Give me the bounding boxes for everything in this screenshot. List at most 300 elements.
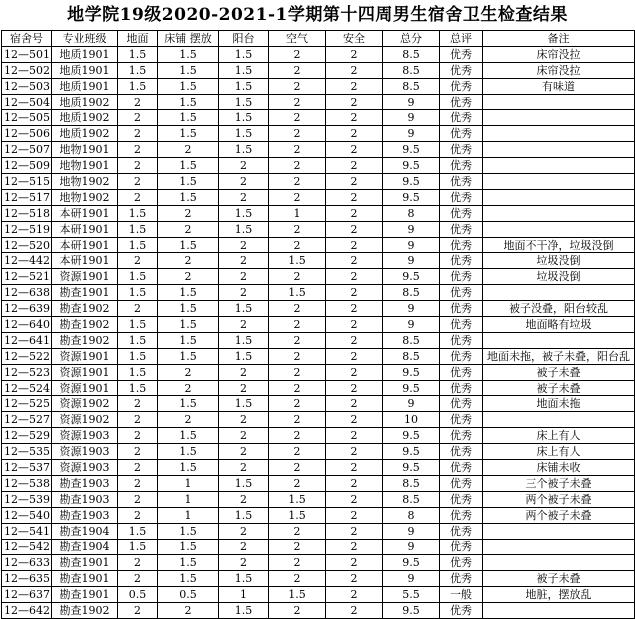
table-cell: 1.5: [219, 603, 269, 619]
inspection-table: [1, 30, 635, 619]
table-cell: 12—507: [2, 142, 52, 158]
table-cell: [483, 412, 635, 428]
table-cell: 有味道: [483, 78, 635, 94]
table-cell: 2: [118, 491, 158, 507]
table-cell: 12—633: [2, 555, 52, 571]
table-cell: 2: [326, 158, 383, 174]
table-cell: 2: [326, 348, 383, 364]
table-cell: 2: [219, 380, 269, 396]
table-cell: 12—522: [2, 348, 52, 364]
table-cell: 优秀: [440, 158, 483, 174]
table-cell: [483, 94, 635, 110]
table-cell: 12—642: [2, 603, 52, 619]
table-cell: 2: [269, 396, 326, 412]
table-cell: 1.5: [269, 587, 326, 603]
table-cell: 8.5: [383, 332, 440, 348]
table-cell: 2: [269, 380, 326, 396]
table-cell: 2: [269, 317, 326, 333]
table-cell: 2: [269, 78, 326, 94]
table-cell: 2: [269, 126, 326, 142]
table-cell: 勘查1903: [52, 491, 118, 507]
table-cell: 2: [326, 555, 383, 571]
table-cell: 1.5: [219, 110, 269, 126]
table-row: [2, 380, 635, 396]
table-cell: 9: [383, 237, 440, 253]
table-cell: 8: [383, 205, 440, 221]
table-cell: 资源1901: [52, 269, 118, 285]
table-cell: 1.5: [158, 571, 219, 587]
table-cell: 2: [219, 253, 269, 269]
table-cell: 2: [326, 110, 383, 126]
table-cell: 2: [158, 253, 219, 269]
table-cell: [483, 189, 635, 205]
table-row: [2, 174, 635, 190]
table-cell: 2: [326, 364, 383, 380]
table-cell: 2: [118, 603, 158, 619]
table-cell: 1.5: [158, 539, 219, 555]
column-header: 阳台: [219, 31, 269, 47]
table-row: [2, 364, 635, 380]
table-cell: 2: [269, 269, 326, 285]
table-cell: 优秀: [440, 603, 483, 619]
table-cell: 2: [269, 523, 326, 539]
table-cell: 三个被子未叠: [483, 475, 635, 491]
table-cell: 优秀: [440, 396, 483, 412]
table-cell: 12—542: [2, 539, 52, 555]
table-cell: 本研1901: [52, 205, 118, 221]
table-row: [2, 317, 635, 333]
table-cell: 2: [219, 523, 269, 539]
table-cell: [483, 205, 635, 221]
table-cell: 1.5: [269, 253, 326, 269]
table-cell: 勘查1903: [52, 475, 118, 491]
table-cell: 1.5: [118, 364, 158, 380]
table-cell: 2: [326, 317, 383, 333]
table-cell: 2: [326, 46, 383, 62]
table-cell: 9.5: [383, 364, 440, 380]
table-cell: 10: [383, 412, 440, 428]
table-cell: 1.5: [158, 428, 219, 444]
table-cell: 本研1901: [52, 253, 118, 269]
table-cell: 12—524: [2, 380, 52, 396]
table-cell: 2: [269, 158, 326, 174]
table-cell: 勘查1902: [52, 317, 118, 333]
table-cell: 2: [326, 94, 383, 110]
table-cell: 资源1903: [52, 428, 118, 444]
table-cell: 被子未叠: [483, 380, 635, 396]
table-cell: 地物1901: [52, 158, 118, 174]
table-cell: 2: [326, 285, 383, 301]
table-cell: 1.5: [219, 46, 269, 62]
table-cell: 2: [269, 174, 326, 190]
table-cell: 2: [219, 444, 269, 460]
table-cell: 9.5: [383, 444, 440, 460]
table-cell: 2: [158, 269, 219, 285]
table-cell: 1.5: [219, 78, 269, 94]
table-cell: 2: [269, 221, 326, 237]
table-cell: 1.5: [118, 237, 158, 253]
table-cell: 1.5: [158, 555, 219, 571]
table-cell: 2: [118, 444, 158, 460]
column-header: 总评: [440, 31, 483, 47]
table-cell: 1.5: [158, 126, 219, 142]
table-cell: 9: [383, 301, 440, 317]
table-cell: 勘查1901: [52, 285, 118, 301]
table-cell: 两个被子未叠: [483, 491, 635, 507]
table-cell: 2: [269, 332, 326, 348]
table-cell: 2: [118, 428, 158, 444]
table-row: [2, 587, 635, 603]
table-cell: 1.5: [118, 380, 158, 396]
table-cell: 一般: [440, 587, 483, 603]
table-cell: 2: [219, 189, 269, 205]
table-cell: 勘查1901: [52, 555, 118, 571]
page-title: 地学院19级2020-2021-1学期第十四周男生宿舍卫生检查结果: [67, 5, 568, 25]
table-cell: 2: [326, 301, 383, 317]
table-cell: 2: [269, 301, 326, 317]
column-header: 总分: [383, 31, 440, 47]
table-cell: 1.5: [219, 571, 269, 587]
table-row: [2, 221, 635, 237]
table-cell: 2: [326, 539, 383, 555]
table-cell: 12—635: [2, 571, 52, 587]
table-cell: 1.5: [158, 174, 219, 190]
table-cell: 优秀: [440, 491, 483, 507]
table-cell: 地质1902: [52, 94, 118, 110]
table-cell: 0.5: [158, 587, 219, 603]
table-row: [2, 94, 635, 110]
table-cell: 2: [158, 412, 219, 428]
table-cell: 1.5: [219, 507, 269, 523]
table-cell: 9: [383, 571, 440, 587]
table-cell: 2: [326, 62, 383, 78]
table-cell: 1.5: [158, 46, 219, 62]
table-cell: 优秀: [440, 46, 483, 62]
table-cell: 12—639: [2, 301, 52, 317]
table-cell: 2: [158, 380, 219, 396]
table-cell: 2: [118, 174, 158, 190]
table-row: [2, 507, 635, 523]
table-cell: 2: [118, 110, 158, 126]
table-cell: 1.5: [219, 142, 269, 158]
table-cell: 优秀: [440, 285, 483, 301]
table-cell: 优秀: [440, 475, 483, 491]
table-cell: 勘查1904: [52, 523, 118, 539]
table-cell: 2: [118, 253, 158, 269]
table-cell: 优秀: [440, 571, 483, 587]
table-cell: 2: [158, 142, 219, 158]
table-cell: [483, 332, 635, 348]
table-row: [2, 412, 635, 428]
table-cell: 资源1901: [52, 364, 118, 380]
table-cell: 1.5: [118, 317, 158, 333]
table-cell: 本研1901: [52, 221, 118, 237]
table-cell: 1: [269, 205, 326, 221]
table-cell: 优秀: [440, 237, 483, 253]
table-row: [2, 269, 635, 285]
table-cell: 地面不干净，垃圾没倒: [483, 237, 635, 253]
table-cell: 2: [326, 444, 383, 460]
table-cell: 2: [219, 269, 269, 285]
column-header: 宿舍号: [2, 31, 52, 47]
table-cell: 2: [219, 412, 269, 428]
table-cell: 2: [326, 332, 383, 348]
table-cell: 1.5: [118, 285, 158, 301]
table-cell: 2: [326, 460, 383, 476]
table-cell: 2: [269, 444, 326, 460]
table-cell: 2: [118, 555, 158, 571]
table-cell: 2: [219, 539, 269, 555]
table-cell: 9.5: [383, 174, 440, 190]
table-row: [2, 205, 635, 221]
table-row: [2, 396, 635, 412]
table-cell: 1.5: [219, 348, 269, 364]
table-cell: 优秀: [440, 364, 483, 380]
table-cell: 1: [158, 491, 219, 507]
table-cell: 1: [219, 587, 269, 603]
table-cell: 优秀: [440, 539, 483, 555]
table-cell: 2: [326, 571, 383, 587]
table-row: [2, 301, 635, 317]
table-cell: 8.5: [383, 62, 440, 78]
table-cell: 9.5: [383, 158, 440, 174]
table-cell: 1.5: [158, 332, 219, 348]
table-row: [2, 237, 635, 253]
table-cell: 2: [158, 364, 219, 380]
table-cell: 2: [269, 428, 326, 444]
table-cell: 12—503: [2, 78, 52, 94]
table-cell: 2: [118, 126, 158, 142]
table-cell: 2: [118, 571, 158, 587]
table-cell: [483, 110, 635, 126]
table-cell: 地脏，摆放乱: [483, 587, 635, 603]
column-header: 备注: [483, 31, 635, 47]
table-cell: 2: [326, 428, 383, 444]
table-cell: 1.5: [269, 507, 326, 523]
table-cell: 1.5: [158, 523, 219, 539]
table-cell: 2: [326, 380, 383, 396]
table-cell: 优秀: [440, 126, 483, 142]
table-cell: 地质1902: [52, 126, 118, 142]
table-cell: 勘查1902: [52, 603, 118, 619]
table-cell: 12—541: [2, 523, 52, 539]
table-cell: 12—442: [2, 253, 52, 269]
table-cell: 9: [383, 126, 440, 142]
table-cell: 1.5: [118, 332, 158, 348]
table-cell: 8.5: [383, 78, 440, 94]
table-cell: 资源1903: [52, 444, 118, 460]
table-cell: 12—641: [2, 332, 52, 348]
table-cell: 优秀: [440, 301, 483, 317]
table-row: [2, 78, 635, 94]
table-cell: 2: [158, 603, 219, 619]
table-cell: 9.5: [383, 460, 440, 476]
table-cell: 地物1902: [52, 174, 118, 190]
table-cell: 2: [269, 412, 326, 428]
table-cell: 12—517: [2, 189, 52, 205]
table-cell: 2: [326, 205, 383, 221]
table-cell: 勘查1902: [52, 332, 118, 348]
column-header: 空气: [269, 31, 326, 47]
table-cell: 1.5: [158, 237, 219, 253]
table-cell: 2: [118, 301, 158, 317]
table-cell: [483, 158, 635, 174]
table-cell: 2: [219, 174, 269, 190]
table-cell: 地面未拖: [483, 396, 635, 412]
table-cell: 1.5: [118, 523, 158, 539]
column-header: 地面: [118, 31, 158, 47]
table-cell: 1.5: [219, 205, 269, 221]
table-cell: 1.5: [158, 301, 219, 317]
table-cell: 9: [383, 253, 440, 269]
table-cell: 12—520: [2, 237, 52, 253]
table-cell: 9.5: [383, 603, 440, 619]
table-cell: 9.5: [383, 189, 440, 205]
table-cell: 1: [158, 507, 219, 523]
table-cell: 8.5: [383, 285, 440, 301]
table-cell: 优秀: [440, 253, 483, 269]
table-cell: 两个被子未叠: [483, 507, 635, 523]
table-cell: 12—539: [2, 491, 52, 507]
column-header: 专业班级: [52, 31, 118, 47]
table-cell: [483, 126, 635, 142]
table-row: [2, 110, 635, 126]
table-cell: 勘查1902: [52, 301, 118, 317]
table-cell: 2: [219, 428, 269, 444]
table-cell: 2: [118, 396, 158, 412]
table-cell: 9: [383, 221, 440, 237]
table-cell: 勘查1904: [52, 539, 118, 555]
table-cell: 9: [383, 94, 440, 110]
table-cell: 1.5: [118, 62, 158, 78]
table-cell: [483, 285, 635, 301]
table-cell: 12—523: [2, 364, 52, 380]
table-cell: 2: [326, 142, 383, 158]
table-cell: 2: [269, 110, 326, 126]
table-cell: 9: [383, 396, 440, 412]
table-cell: 2: [269, 460, 326, 476]
table-cell: 勘查1901: [52, 571, 118, 587]
table-cell: 优秀: [440, 507, 483, 523]
table-cell: 地质1902: [52, 110, 118, 126]
table-cell: 2: [219, 237, 269, 253]
table-cell: 1.5: [118, 221, 158, 237]
table-cell: 1.5: [118, 269, 158, 285]
table-cell: 2: [326, 396, 383, 412]
table-cell: 1.5: [219, 332, 269, 348]
table-cell: 2: [326, 523, 383, 539]
table-cell: 1.5: [158, 189, 219, 205]
table-cell: 1.5: [158, 78, 219, 94]
table-cell: 资源1902: [52, 396, 118, 412]
table-row: [2, 285, 635, 301]
table-cell: 2: [219, 491, 269, 507]
table-cell: 地面未拖，被子未叠，阳台乱: [483, 348, 635, 364]
table-cell: 8.5: [383, 348, 440, 364]
table-cell: 床帘没拉: [483, 46, 635, 62]
table-cell: 2: [326, 491, 383, 507]
table-row: [2, 460, 635, 476]
table-cell: 地物1901: [52, 142, 118, 158]
table-cell: 2: [269, 571, 326, 587]
table-cell: 优秀: [440, 428, 483, 444]
table-cell: 9.5: [383, 380, 440, 396]
table-cell: 1.5: [219, 94, 269, 110]
table-cell: [483, 174, 635, 190]
table-cell: 12—540: [2, 507, 52, 523]
table-cell: 2: [158, 221, 219, 237]
table-cell: 地面略有垃圾: [483, 317, 635, 333]
table-row: [2, 444, 635, 460]
table-cell: 1.5: [118, 46, 158, 62]
table-cell: 9: [383, 110, 440, 126]
table-cell: 1.5: [158, 348, 219, 364]
table-cell: [483, 142, 635, 158]
table-row: [2, 475, 635, 491]
table-cell: 优秀: [440, 94, 483, 110]
table-cell: 2: [269, 142, 326, 158]
table-cell: 资源1901: [52, 348, 118, 364]
table-cell: 床上有人: [483, 444, 635, 460]
table-cell: 勘查1903: [52, 507, 118, 523]
table-cell: 2: [326, 78, 383, 94]
table-row: [2, 348, 635, 364]
table-cell: 1.5: [158, 94, 219, 110]
table-cell: 12—509: [2, 158, 52, 174]
table-cell: 优秀: [440, 523, 483, 539]
table-cell: 优秀: [440, 269, 483, 285]
table-cell: 1.5: [219, 396, 269, 412]
table-cell: 2: [326, 412, 383, 428]
table-cell: 1.5: [219, 221, 269, 237]
table-cell: 12—502: [2, 62, 52, 78]
table-cell: 1.5: [219, 475, 269, 491]
table-cell: 12—527: [2, 412, 52, 428]
table-cell: 优秀: [440, 205, 483, 221]
table-cell: 2: [269, 603, 326, 619]
table-cell: 优秀: [440, 348, 483, 364]
table-cell: 2: [269, 46, 326, 62]
table-row: [2, 62, 635, 78]
table-cell: 2: [326, 253, 383, 269]
table-row: [2, 46, 635, 62]
table-cell: 优秀: [440, 444, 483, 460]
table-cell: 9: [383, 539, 440, 555]
table-cell: 1.5: [269, 285, 326, 301]
table-cell: [483, 603, 635, 619]
table-cell: 12—521: [2, 269, 52, 285]
table-row: [2, 332, 635, 348]
table-row: [2, 491, 635, 507]
table-row: [2, 126, 635, 142]
table-cell: 9.5: [383, 142, 440, 158]
table-cell: 2: [118, 412, 158, 428]
table-cell: 12—505: [2, 110, 52, 126]
table-row: [2, 523, 635, 539]
table-cell: 2: [269, 237, 326, 253]
table-row: [2, 539, 635, 555]
table-cell: 1.5: [158, 444, 219, 460]
table-cell: 1.5: [118, 78, 158, 94]
table-cell: 2: [326, 126, 383, 142]
table-cell: 1.5: [219, 62, 269, 78]
table-cell: 2: [118, 94, 158, 110]
table-cell: 12—515: [2, 174, 52, 190]
table-cell: 12—537: [2, 460, 52, 476]
table-cell: 2: [269, 94, 326, 110]
table-cell: 2: [118, 189, 158, 205]
table-cell: 12—640: [2, 317, 52, 333]
